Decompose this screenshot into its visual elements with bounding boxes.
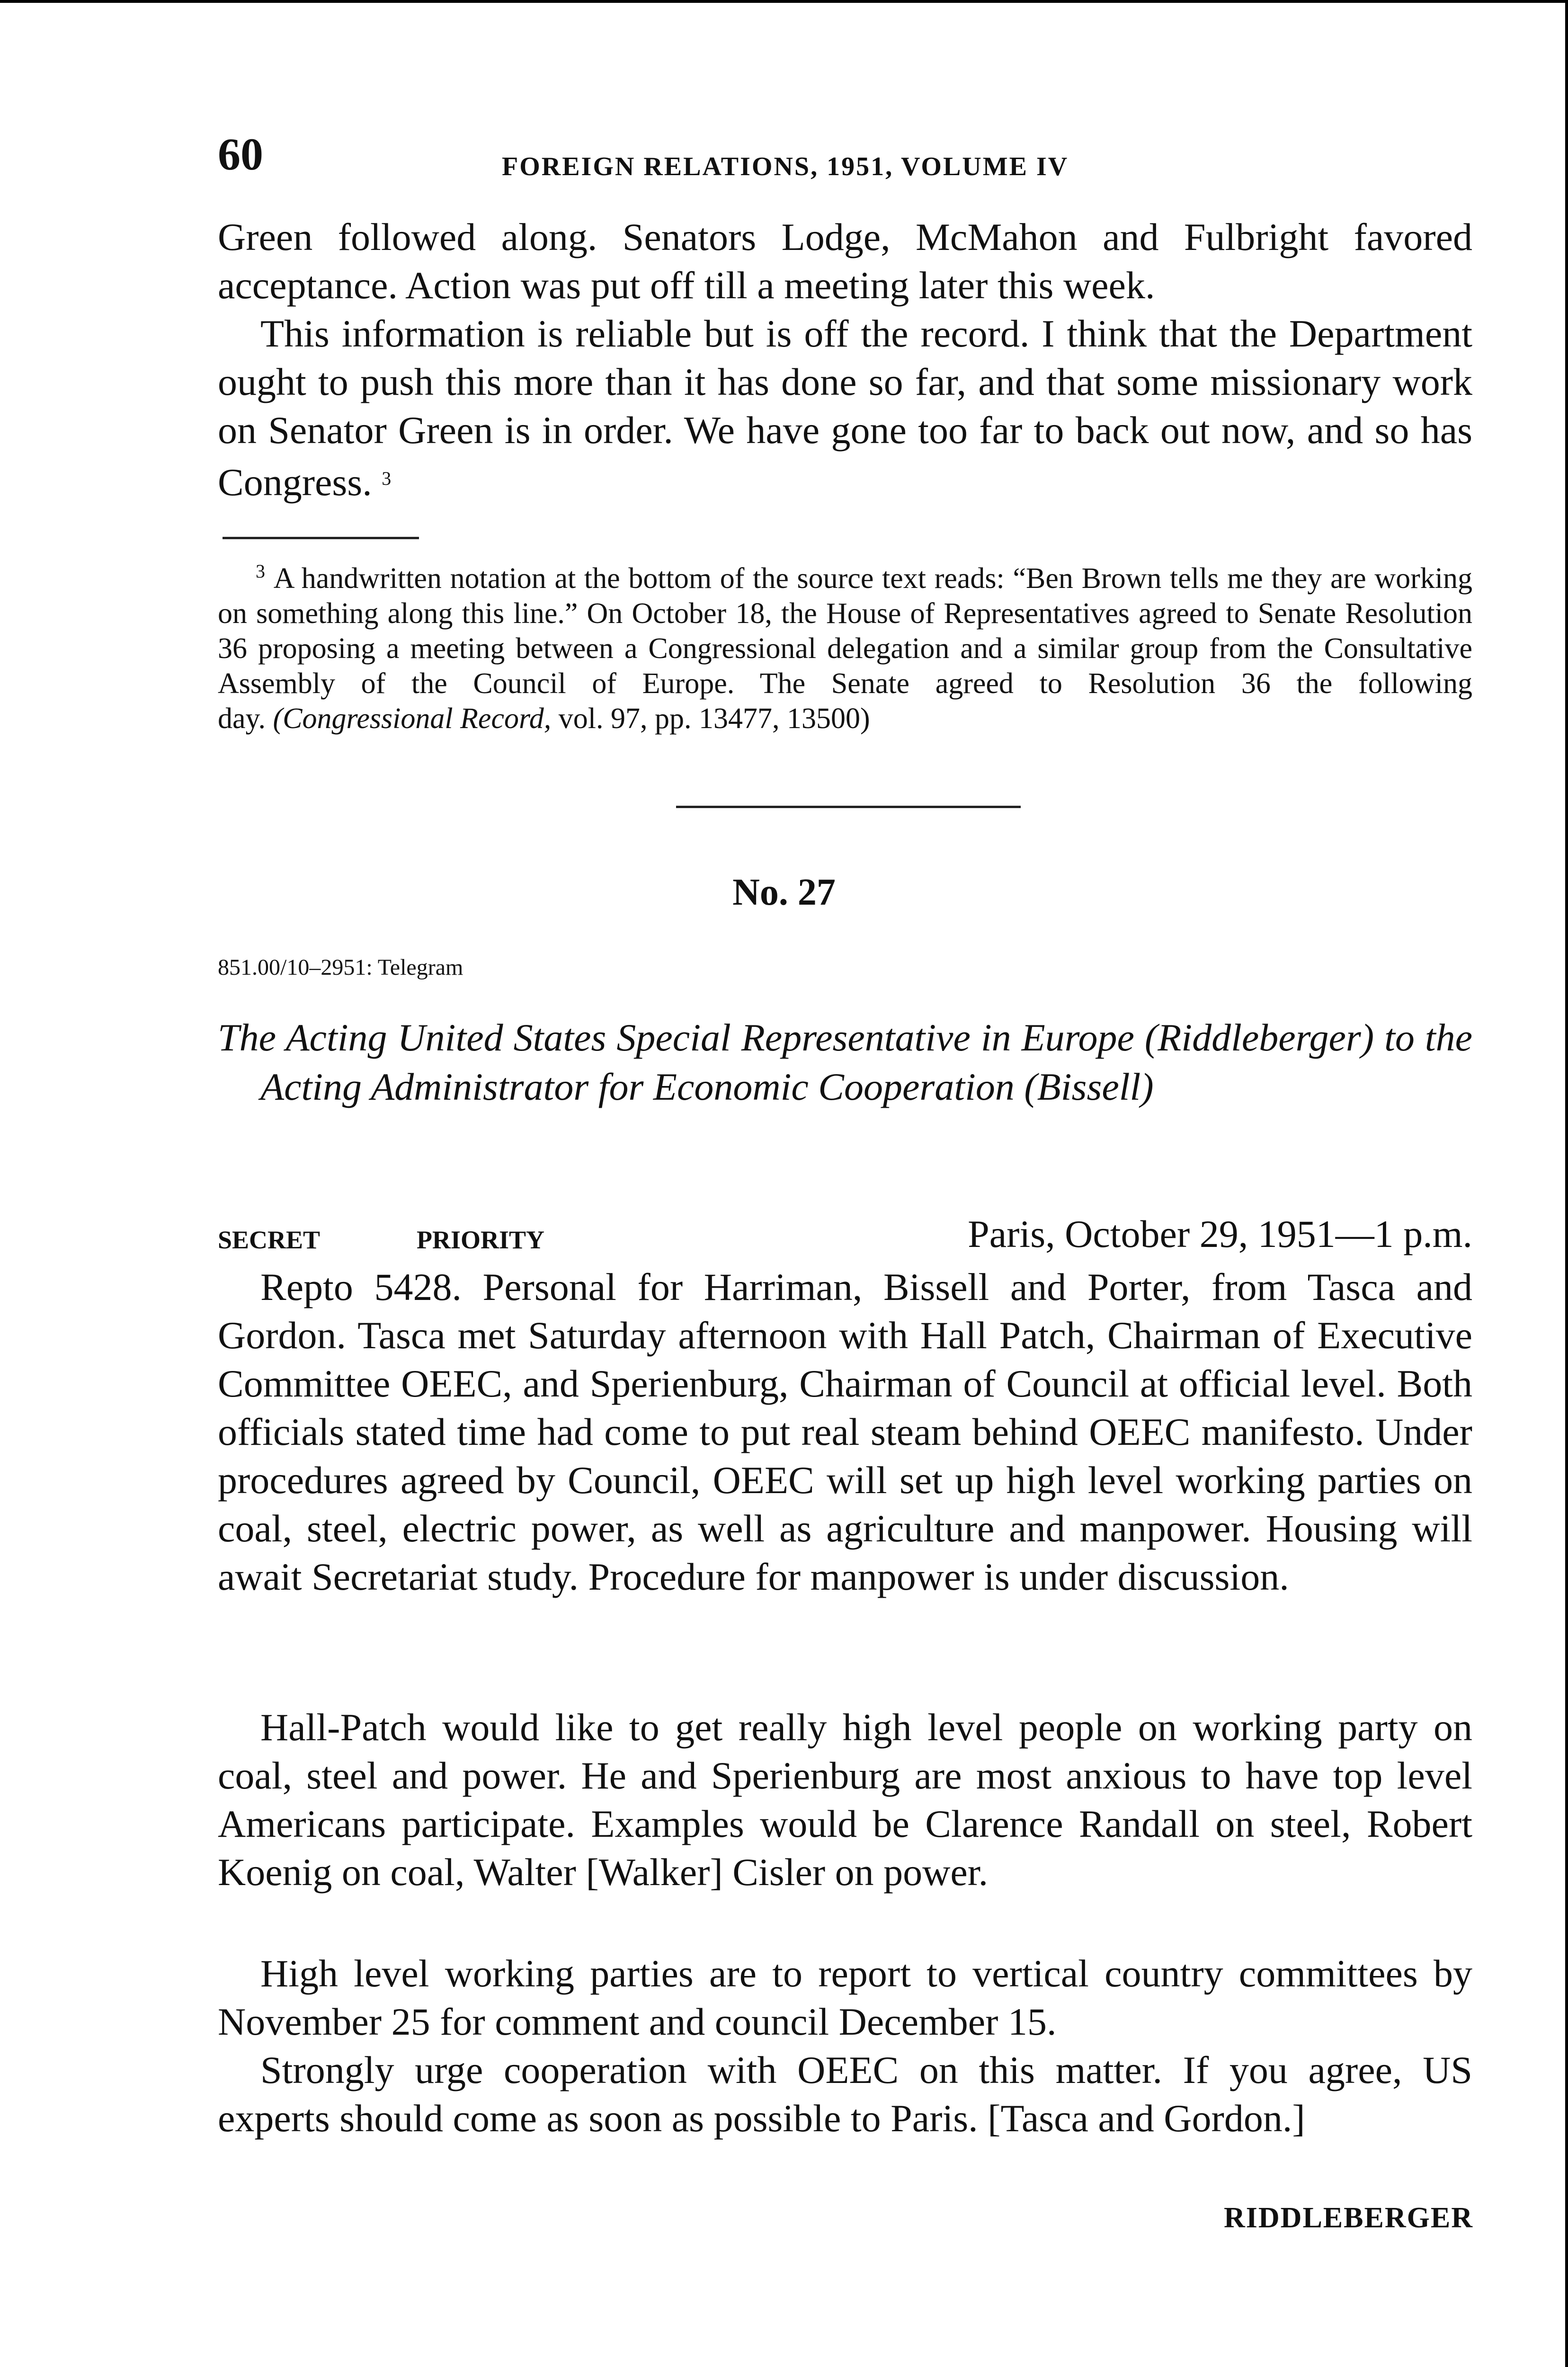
footnote-source-detail: vol. 97, pp. 13477, 13500) <box>558 703 870 735</box>
running-head: FOREIGN RELATIONS, 1951, VOLUME IV <box>502 152 1069 181</box>
telegram-paragraph-4: Strongly urge cooperation with OEEC on this matter. If you agree, US experts should come as soon as possible to Paris. [Tasca and Gordon.] <box>218 2048 1472 2140</box>
continuation-paragraph-2-text: This information is reliable but is off the record. I think that the Department ought to push this more than it has done so far, and that some missionary work on Senator Green is in order. We have gone too far to back out now, and so has Congress. <box>218 312 1472 504</box>
document-heading: The Acting United States Special Representative in Europe (Riddleberger) to the Acting Administrator for Economic Cooperation (Bissell) <box>218 1016 1472 1108</box>
telegram-meta-line <box>218 1212 1472 1259</box>
classification-label: SECRET <box>218 1226 321 1254</box>
telegram-paragraph-1: Repto 5428. Personal for Harriman, Bissell and Porter, from Tasca and Gordon. Tasca met Saturday afternoon with Hall Patch, Chairman of Executive Committee OEEC, and Sperienburg, Chairman of Council at official level. Both officials stated time had come to put real steam behind OEEC manifesto. Under procedures agreed by Council, OEEC will set up high level working parties on coal, steel, electric power, as well as agriculture and manpower. Housing will await Secretariat study. Procedure for manpower is under discussion. <box>218 1265 1472 1598</box>
file-reference: 851.00/10–2951: Telegram <box>218 955 463 980</box>
footnote-marker: 3 <box>256 561 265 582</box>
top-edge-rule <box>0 0 1568 3</box>
footnote <box>218 554 1472 736</box>
page-header <box>218 128 1472 194</box>
continuation-paragraph-1: Green followed along. Senators Lodge, McMahon and Fulbright favored acceptance. Action was put off till a meeting later this week. <box>218 215 1472 307</box>
signature: RIDDLEBERGER <box>1224 2202 1473 2234</box>
footnote-reference: 3 <box>382 468 392 489</box>
telegram-paragraph-3: High level working parties are to report to vertical country committees by November 25 for comment and council December 15. <box>218 1952 1472 2043</box>
page-number: 60 <box>218 129 263 179</box>
section-divider <box>676 806 1021 808</box>
dateline: Paris, October 29, 1951—1 p.m. <box>968 1212 1472 1255</box>
footnote-text: A handwritten notation at the bottom of the source text reads: “Ben Brown tells me they are working on something along this line.” On October 18, the House of Representatives agreed to Senate Resolution 36 proposing a meeting between a Congressional delegation and a similar group from the Consultative Assembly of the Council of Europe. The Senate agreed to Resolution 36 the following day. <box>218 562 1472 735</box>
document-number: No. 27 <box>732 872 836 913</box>
footnote-rule <box>223 537 419 539</box>
telegram-paragraph-2: Hall-Patch would like to get really high level people on working party on coal, steel and power. He and Sperienburg are most anxious to have top level Americans participate. Examples would be Clarence Randall on steel, Robert Koenig on coal, Walter [Walker] Cisler on power. <box>218 1706 1472 1894</box>
right-edge-border <box>1565 0 1568 2367</box>
continuation-paragraph-2 <box>218 310 1472 507</box>
priority-label: PRIORITY <box>417 1226 545 1254</box>
footnote-source-title: (Congressional Record, <box>273 703 552 735</box>
